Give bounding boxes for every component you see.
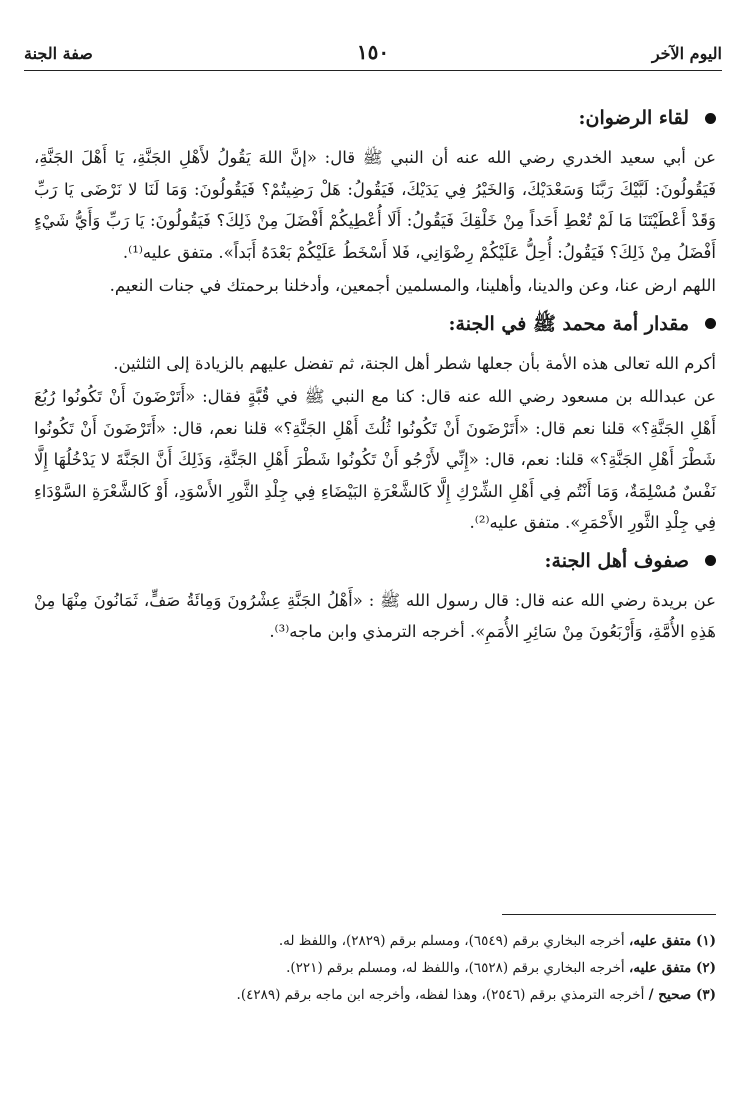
section-paragraph: عن أبي سعيد الخدري رضي الله عنه أن النبي ﷺ قال: «إنَّ اللهَ يَقُولُ لأَهْلِ الجَنَّةِ، يَا أَهْلَ الجَنَّةِ، فَيَقُولُونَ: لَبَّيْكَ رَبَّنَا وَسَعْدَيْكَ، وَالخَيْرُ فِي يَدَيْكَ، فَيَقُولُ: هَلْ رَضِيتُمْ؟ فَيَقُولُونَ: وَمَا لَنَا لا نَرْضَى يَا رَبِّ وَقَدْ أَعْطَيْتَنَا مَا لَمْ تُعْطِ أَحَداً مِنْ خَلْقِكَ فَيَقُولُ: أَلَا أُعْطِيكُمْ أَفْضَلَ مِنْ ذَلِكَ؟ فَيَقُولُونَ: يَا رَبِّ وَأَيُّ شَيْءٍ أَفْضَلُ مِنْ ذَلِكَ؟ فَيَقُولُ: أُحِلُّ عَلَيْكُمْ رِضْوَانِي، فَلا أَسْخَطُ عَلَيْكُمْ بَعْدَهُ أَبَداً». متفق عليه⁽¹⁾. xyxy=(34,148,716,262)
section-heading-text: صفوف أهل الجنة: xyxy=(544,549,689,572)
bullet-icon xyxy=(705,113,716,124)
section-paragraph: اللهم ارض عنا، وعن والدينا، وأهلينا، والمسلمين أجمعين، وأدخلنا برحمتك في جنات النعيم. xyxy=(109,276,716,295)
page-header xyxy=(24,36,722,76)
section-heading-ummah xyxy=(34,306,716,342)
bullet-icon xyxy=(705,555,716,566)
footnote xyxy=(30,982,716,1009)
footnote-label: (٣) صحيح / xyxy=(648,987,716,1003)
footnote-text: أخرجه الترمذي برقم (٢٥٤٦)، وهذا لفظه، وأخرجه ابن ماجه برقم (٤٢٨٩). xyxy=(236,987,649,1003)
footnote xyxy=(30,955,716,982)
header-chapter-title: صفة الجنة xyxy=(24,44,93,63)
header-book-title: اليوم الآخر xyxy=(651,44,722,63)
section-heading-text: مقدار أمة محمد ﷺ في الجنة: xyxy=(448,312,689,335)
footnote-label: (٢) متفق عليه، xyxy=(628,960,716,976)
section-paragraph: عن بريدة رضي الله عنه قال: قال رسول الله ﷺ : «أَهْلُ الجَنَّةِ عِشْرُونَ وَمِائَةُ صَفٍّ، ثَمَانُونَ مِنْهَا مِنْ هَذِهِ الأُمَّةِ، وَأَرْبَعُونَ مِنْ سَائِرِ الأُمَمِ». أخرجه الترمذي وابن ماجه⁽³⁾. xyxy=(34,590,716,641)
section-paragraph: عن عبدالله بن مسعود رضي الله عنه قال: كنا مع النبي ﷺ في قُبَّةٍ فقال: «أَتَرْضَونَ أَنْ تَكُونُوا رُبُعَ أَهْلِ الجَنَّةِ؟» قلنا نعم قال: «أَتَرْضَونَ أَنْ تَكُونُوا ثُلُثَ أَهْلِ الجَنَّةِ؟» قلنا نعم، قال: «أَتَرْضَونَ أَنْ تَكُونُوا شَطْرَ أَهْلِ الجَنَّةِ؟» قلنا: نعم، قال: «إِنِّي لأَرْجُو أَنْ تَكُونُوا شَطْرَ أَهْلِ الجَنَّةِ، وَذَلِكَ أَنَّ الجَنَّةَ لا يَدْخُلُهَا إِلَّا نَفْسٌ مُسْلِمَةٌ، وَمَا أَنْتُم فِي أَهْلِ الشِّرْكِ إِلَّا كَالشَّعْرَةِ البَيْضَاءِ فِي جِلْدِ الثَّورِ الأَسْوَدِ، أَوْ كَالشَّعْرَةِ السَّوْدَاءِ فِي جِلْدِ الثَّورِ الأَحْمَرِ». متفق عليه⁽²⁾. xyxy=(34,387,716,532)
footnote-text: أخرجه البخاري برقم (٦٥٢٨)، واللفظ له، ومسلم برقم (٢٢١). xyxy=(286,960,629,976)
main-content xyxy=(34,96,716,650)
section-paragraph: أكرم الله تعالى هذه الأمة بأن جعلها شطر أهل الجنة، ثم تفضل عليهم بالزيادة إلى الثلثين. xyxy=(113,353,716,373)
footnotes xyxy=(30,928,716,1009)
footnote-text: أخرجه البخاري برقم (٦٥٤٩)، ومسلم برقم (٢٨٢٩)، واللفظ له. xyxy=(278,933,629,949)
header-rule xyxy=(24,70,722,71)
section-heading-text: لقاء الرضوان: xyxy=(578,107,689,129)
page-number: ١٥٠ xyxy=(356,40,390,64)
footnote xyxy=(30,928,716,955)
footnote-rule xyxy=(502,914,716,915)
footnote-label: (١) متفق عليه، xyxy=(628,933,716,949)
section-heading-ridwan xyxy=(34,100,716,136)
section-heading-rows xyxy=(34,543,716,579)
bullet-icon xyxy=(705,318,716,329)
